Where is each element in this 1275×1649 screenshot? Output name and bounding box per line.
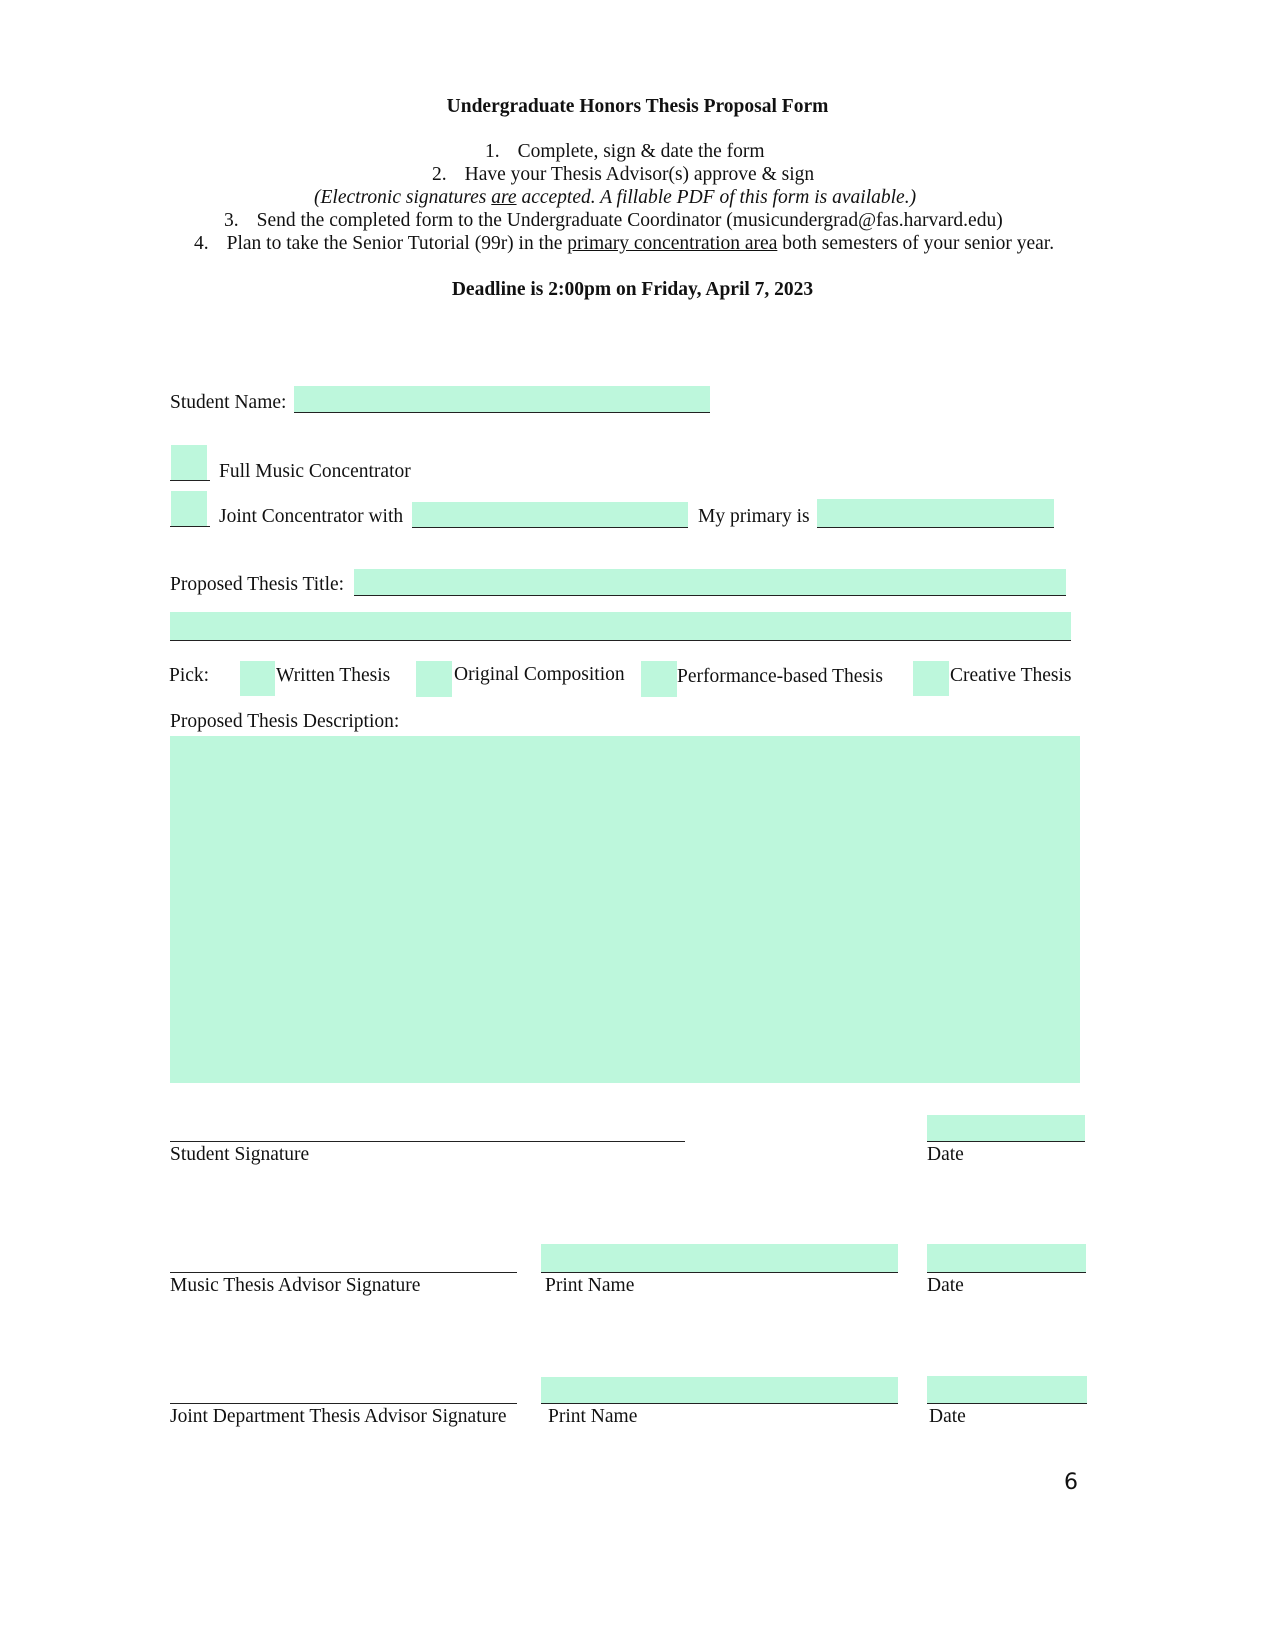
music-advisor-print-name-label: Print Name <box>545 1275 635 1296</box>
thesis-title-field-line-1[interactable] <box>354 569 1066 596</box>
original-composition-label: Original Composition <box>454 664 625 685</box>
form-title: Undergraduate Honors Thesis Proposal Form <box>446 96 829 117</box>
description-field[interactable] <box>170 736 1080 1083</box>
step-4: 4. Plan to take the Senior Tutorial (99r) in the primary concentration area both semesters of your senior year. <box>194 233 1055 254</box>
student-name-label: Student Name: <box>170 392 287 413</box>
joint-concentrator-checkbox[interactable] <box>171 491 207 526</box>
original-composition-checkbox[interactable] <box>416 661 452 697</box>
step-3 <box>224 210 1003 232</box>
student-signature-label: Student Signature <box>170 1144 310 1165</box>
step-text: Complete, sign & date the form <box>517 141 765 162</box>
step-number: 1. <box>485 141 500 162</box>
student-signature-line[interactable] <box>170 1141 685 1142</box>
written-thesis-checkbox[interactable] <box>240 661 275 696</box>
step-text: Have your Thesis Advisor(s) approve & sign <box>464 164 815 185</box>
creative-thesis-label: Creative Thesis <box>950 665 1072 686</box>
written-thesis-label: Written Thesis <box>276 665 391 686</box>
description-label: Proposed Thesis Description: <box>170 711 400 732</box>
step-number: 3. <box>224 210 239 231</box>
full-music-checkbox-line <box>170 480 210 481</box>
full-music-checkbox[interactable] <box>171 445 207 480</box>
thesis-title-field-line-2[interactable] <box>170 612 1071 641</box>
my-primary-label: My primary is <box>698 506 810 527</box>
pick-label: Pick: <box>169 665 210 686</box>
step-2 <box>432 164 814 186</box>
joint-advisor-signature-label: Joint Department Thesis Advisor Signature <box>170 1406 507 1427</box>
step-text: Send the completed form to the Undergraduate Coordinator (musicundergrad@fas.harvard.edu) <box>256 210 1003 231</box>
performance-thesis-label: Performance-based Thesis <box>677 666 883 687</box>
full-music-label: Full Music Concentrator <box>219 461 411 482</box>
music-advisor-signature-label: Music Thesis Advisor Signature <box>170 1275 421 1296</box>
music-advisor-signature-line[interactable] <box>170 1272 517 1273</box>
music-advisor-date-label: Date <box>927 1275 964 1296</box>
joint-advisor-signature-line[interactable] <box>170 1403 517 1404</box>
primary-concentration-field[interactable] <box>817 499 1054 528</box>
step-number: 4. <box>194 233 209 254</box>
deadline-text: Deadline is 2:00pm on Friday, April 7, 2023 <box>451 279 814 300</box>
joint-advisor-print-name-label: Print Name <box>548 1406 638 1427</box>
music-advisor-print-name-field[interactable] <box>541 1244 898 1273</box>
thesis-title-label: Proposed Thesis Title: <box>170 574 345 595</box>
performance-thesis-checkbox[interactable] <box>641 661 677 697</box>
step-1 <box>485 141 765 163</box>
music-advisor-date-field[interactable] <box>927 1244 1086 1273</box>
creative-thesis-checkbox[interactable] <box>913 661 949 696</box>
student-name-field[interactable] <box>294 386 710 413</box>
electronic-signatures-note: (Electronic signatures are accepted. A fillable PDF of this form is available.) <box>314 187 917 208</box>
page-number: 6 <box>1064 1470 1078 1495</box>
student-date-label: Date <box>927 1144 964 1165</box>
joint-concentrator-label: Joint Concentrator with <box>219 506 404 527</box>
step-number: 2. <box>432 164 447 185</box>
joint-checkbox-line <box>170 526 210 527</box>
student-date-field[interactable] <box>927 1115 1085 1142</box>
joint-advisor-print-name-field[interactable] <box>541 1377 898 1404</box>
joint-advisor-date-label: Date <box>929 1406 966 1427</box>
joint-concentration-field[interactable] <box>412 502 688 528</box>
joint-advisor-date-field[interactable] <box>927 1376 1087 1404</box>
